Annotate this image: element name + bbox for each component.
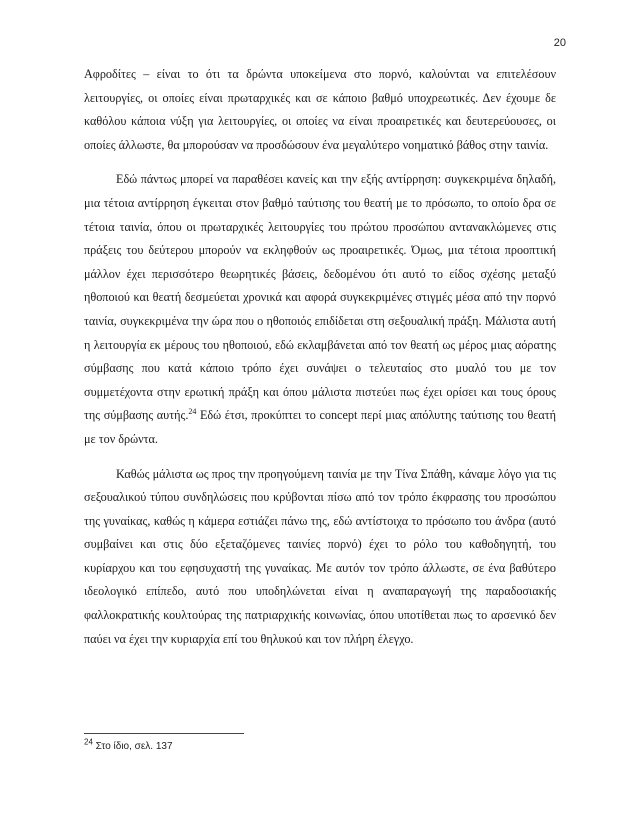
footnote <box>84 737 173 752</box>
footnote-reference: 24 <box>188 407 197 417</box>
paragraph <box>84 168 556 451</box>
page-number: 20 <box>553 37 566 49</box>
paragraph-text: Αφροδίτες – είναι το ότι τα δρώντα υποκείμενα στο πορνό, καλούνται να επιτελέσουν λειτουργίες, οι οποίες είναι πρωταρχικές και σε κάποιο βαθμό υποχρεωτικές. Δεν έχουμε δε καθόλου κάποια νύξη για λειτουργίες, οι οποίες να είναι προαιρετικές και δευτερεύουσες, οι οποίες άλλωστε, θα μπορούσαν να προσδώσουν ένα μεγαλύτερο νοηματικό βάθος στην ταινία. <box>84 67 556 152</box>
paragraph <box>84 463 556 652</box>
paragraph-text: Εδώ έτσι, προκύπτει το concept περί μιας απόλυτης ταύτισης του θεατή με τον δρώντα. <box>84 408 556 446</box>
footnote-text: Στο ίδιο, σελ. 137 <box>92 741 173 752</box>
footnote-number: 24 <box>84 737 93 747</box>
paragraph-text: Καθώς μάλιστα ως προς την προηγούμενη ταινία με την Τίνα Σπάθη, κάναμε λόγο για τις σεξουαλικού τύπου συνδηλώσεις που κρύβονται πίσω από τον τρόπο έκφρασης του προσώπου της γυναίκας, καθώς η κάμερα εστιάζει πάνω της, εδώ αντίστοιχα το πρόσωπο του άνδρα (αυτό συμβαίνει και στις δύο εξεταζόμενες ταινίες πορνό) έχει το ρόλο του καθοδηγητή, του κυρίαρχου και του εφησυχαστή της γυναίκας. Με αυτόν τον τρόπο άλλωστε, σε ένα βαθύτερο ιδεολογικό επίπεδο, αυτό που υποδηλώνεται είναι η αναπαραγωγή της παραδοσιακής φαλλοκρατικής κουλτούρας της πατριαρχικής κοινωνίας, όπου υποτίθεται πως το αρσενικό δεν παύει να έχει την κυριαρχία επί του θηλυκού και τον πλήρη έλεγχο. <box>84 466 556 646</box>
paragraph <box>84 63 556 157</box>
footnote-divider <box>84 733 244 734</box>
body-text <box>84 63 556 662</box>
paragraph-text: Εδώ πάντως μπορεί να παραθέσει κανείς και την εξής αντίρρηση: συγκεκριμένα δηλαδή, μια τέτοια αντίρρηση έγκειται στον βαθμό ταύτισης του θεατή με το πρόσωπο, το οποίο δρα σε τέτοια ταινία, όπου οι πρωταρχικές λειτουργίες του πρώτου προσώπου αντανακλώμενες στις πράξεις του δεύτερου μπορούν να εκληφθούν ως προαιρετικές. Όμως, μια τέτοια προοπτική μάλλον έχει περισσότερο θεωρητικές βάσεις, δεδομένου ότι αυτό το είδος σχέσης μεταξύ ηθοποιού και θεατή δεσμεύεται χρονικά και αφορά συγκεκριμένες στιγμές μέσα από την πορνό ταινία, συγκεκριμένα την ώρα που ο ηθοποιός επιδίδεται στη σεξουαλική πράξη. Μάλιστα αυτή η λειτουργία εκ μέρους του ηθοποιού, εδώ εκλαμβάνεται από τον θεατή ως μέρος μιας αόρατης σύμβασης που κατά κάποιο τρόπο έχει συνάψει ο τελευταίος στο μυαλό του με τον συμμετέχοντα στην ερωτική πράξη και όπου μάλιστα πιστεύει πως έχει ορίσει και τους όρους της σύμβασης αυτής. <box>84 172 556 423</box>
